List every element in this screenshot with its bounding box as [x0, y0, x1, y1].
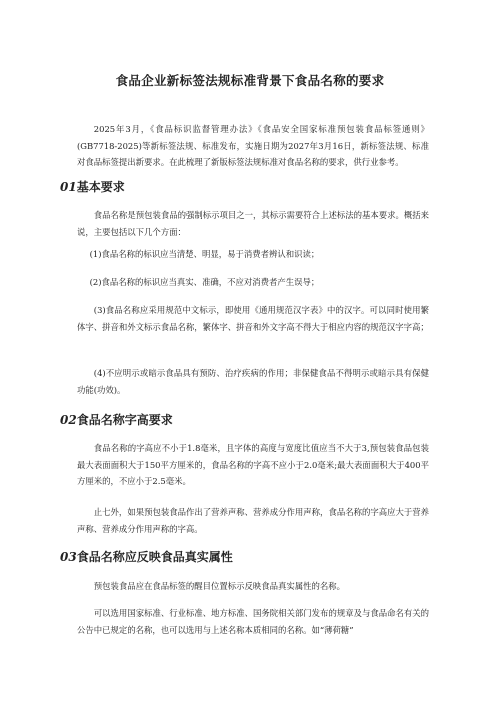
- intro-paragraph: 2025年3月，《食品标识监督管理办法》《食品安全国家标准预包装食品标签通则》(GB7718-2025)等新标签法规、标准发布，实施日期为2027年3月16日，新标签法规、标准对食品标签提出新要求。在此梳理了新版标签法规标准对食品名称的要求，供行业参考。: [77, 124, 429, 167]
- list-item: (3)食品名称应采用规范中文标示，即使用《通用规范汉字表》中的汉字。可以同时使用繁体字、拼音和外文标示食品名称，繁体字、拼音和外文字高不得大于相应内容的规范汉字字高；: [77, 305, 429, 332]
- section-number: 02: [60, 413, 77, 427]
- section-number: 03: [60, 550, 77, 564]
- list-item: (2)食品名称的标识应当真实、准确，不应对消费者产生误导；: [89, 277, 320, 287]
- document-title: 食品企业新标签法规标准背景下食品名称的要求: [115, 73, 385, 89]
- section-heading-2: [60, 411, 173, 428]
- paragraph: 止七外，如果预包装食品作出了营养声称、营养成分作用声称，食品名称的字高应大于营养声称、营养成分作用声称的字高。: [77, 507, 429, 534]
- section-title: 基本要求: [76, 180, 125, 194]
- section-title: 食品名称字高要求: [76, 413, 173, 427]
- section-heading-3: [60, 548, 233, 565]
- paragraph: 食品名称的字高应不小于1.8毫米，且字体的高度与宽度比值应当不大于3,预包装食品包装最大表面面积大于150平方厘米的，食品名称的字高不应小于2.0毫米;最大表面面积大于400平方厘米的，不应小于2.5毫米。: [77, 443, 429, 486]
- paragraph: 预包装食品应在食品标签的醒目位置标示反映食品真实属性的名称。: [93, 581, 346, 591]
- section-heading-1: [60, 178, 125, 195]
- paragraph: 可以选用国家标准、行业标准、地方标准、国务院相关部门发布的规章及与食品命名有关的公告中已规定的名称，也可以选用与上述名称本质相同的名称。如“薄荷糖”: [77, 608, 429, 635]
- paragraph: 食品名称是预包装食品的强制标示项目之一，其标示需要符合上述标法的基本要求。概括来说，主要包括以下几个方面：: [77, 210, 429, 237]
- section-title: 食品名称应反映食品真实属性: [76, 550, 233, 564]
- list-item: (1)食品名称的标识应当清楚、明显，易于消费者辨认和识读；: [89, 249, 320, 259]
- list-item: (4)不应明示或暗示食品具有预防、治疗疾病的作用；非保健食品不得明示或暗示具有保健功能(功效)。: [77, 368, 429, 395]
- section-number: 01: [60, 180, 77, 194]
